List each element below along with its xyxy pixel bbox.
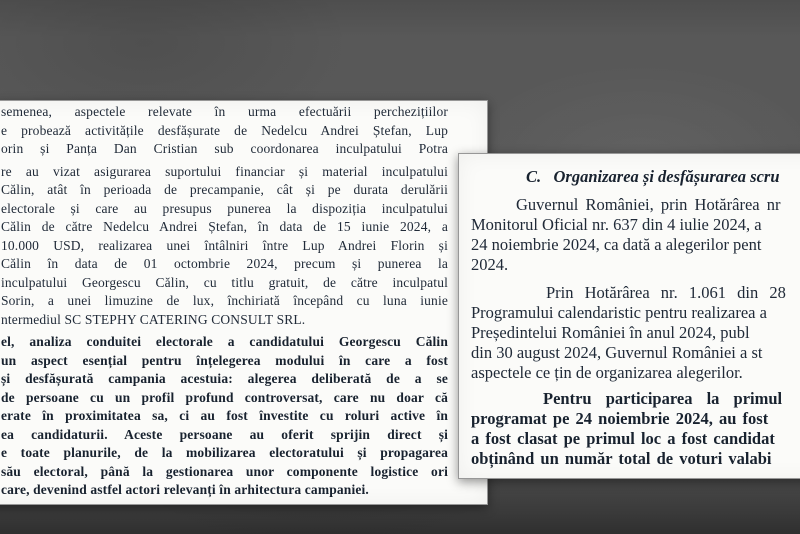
document-line: Pentru participarea la primul xyxy=(543,389,783,408)
document-line: și desfășurată campania acestuia: alegerea deliberată de a se xyxy=(1,371,448,386)
document-line: e probează activitățile desfășurate de Nedelcu Andrei Ștefan, Lup xyxy=(1,122,448,138)
document-line: erate în proximitatea sa, ci au fost învestite cu roluri active în xyxy=(1,408,448,423)
document-line: a fost clasat pe primul loc a fost candidat xyxy=(471,429,775,448)
document-line: de persoane cu un profil profund controversat, care nu doar că xyxy=(1,389,448,405)
paragraph-bold xyxy=(1,333,448,500)
paragraph xyxy=(471,283,800,383)
document-line: electorale și care au presupus punerea la dispoziția inculpatului xyxy=(1,200,448,216)
document-line: aspectele ce țin de organizarea alegerilor. xyxy=(471,363,743,382)
document-line: său electoral, până la gestionarea unor componente logistice ori xyxy=(1,463,448,479)
document-line: Guvernul României, prin Hotărârea nr xyxy=(516,195,781,214)
document-line: obținând un număr total de voturi valabi xyxy=(471,449,772,468)
document-line: ea candidaturii. Aceste persoane au oferit sprijin direct și xyxy=(1,426,448,442)
document-line: Călin de către Nedelcu Andrei Ștefan, în data de 15 iunie 2024, a xyxy=(1,219,448,234)
document-line: inculpatului Georgescu Călin, cu titlu gratuit, de către inculpatul xyxy=(1,274,448,290)
document-line: Monitorul Oficial nr. 637 din 4 iulie 2024, a xyxy=(471,215,762,234)
document-line: Președintelui României în anul 2024, publ xyxy=(471,323,750,342)
document-line: un aspect esențial pentru înțelegerea modului în care a fost xyxy=(1,352,448,368)
document-line: Sorin, a unei limuzine de lux, închiriată începând cu luna iunie xyxy=(1,293,448,308)
document-line: re au vizat asigurarea suportului financiar și material inculpatului xyxy=(1,163,448,179)
document-line: 24 noiembrie 2024, ca dată a alegerilor pent xyxy=(471,235,762,254)
document-line: programat pe 24 noiembrie 2024, au fost xyxy=(471,409,769,428)
document-line: Călin în data de 01 octombrie 2024, precum și punerea la xyxy=(1,256,448,271)
document-line: Călin, atât în perioada de precampanie, cât și pe durata derulării xyxy=(1,182,448,197)
document-line: Programului calendaristic pentru realizarea a xyxy=(471,303,767,322)
document-line: 2024. xyxy=(471,255,509,274)
document-line: semenea, aspectele relevate în urma efectuării perchezițiilor xyxy=(1,104,448,119)
document-line: orin și Panța Dan Cristian sub coordonarea inculpatului Potra xyxy=(1,141,448,156)
document-page-left xyxy=(0,100,488,505)
document-line: care, devenind astfel actori relevanți în arhitectura campaniei. xyxy=(1,482,369,497)
left-page-text xyxy=(1,103,448,500)
document-line: el, analiza conduitei electorale a candidatului Georgescu Călin xyxy=(1,334,448,349)
document-line: e toate planurile, de la mobilizarea electoratului și propagarea xyxy=(1,445,448,460)
document-line: Prin Hotărârea nr. 1.061 din 28 xyxy=(546,283,786,302)
document-line: 10.000 USD, realizarea unei întâlniri între Lup Andrei Florin și xyxy=(1,237,448,253)
paragraph xyxy=(1,163,448,330)
document-page-right xyxy=(458,153,800,479)
right-page-text xyxy=(471,167,800,469)
paragraph xyxy=(1,103,448,159)
section-heading: C. Organizarea și desfășurarea scru xyxy=(526,167,780,186)
document-line: din 30 august 2024, Guvernul României a st xyxy=(471,343,763,362)
paragraph-bold xyxy=(471,389,800,469)
paragraph xyxy=(471,195,800,275)
document-line: ntermediul SC STEPHY CATERING CONSULT SRL. xyxy=(1,311,306,327)
